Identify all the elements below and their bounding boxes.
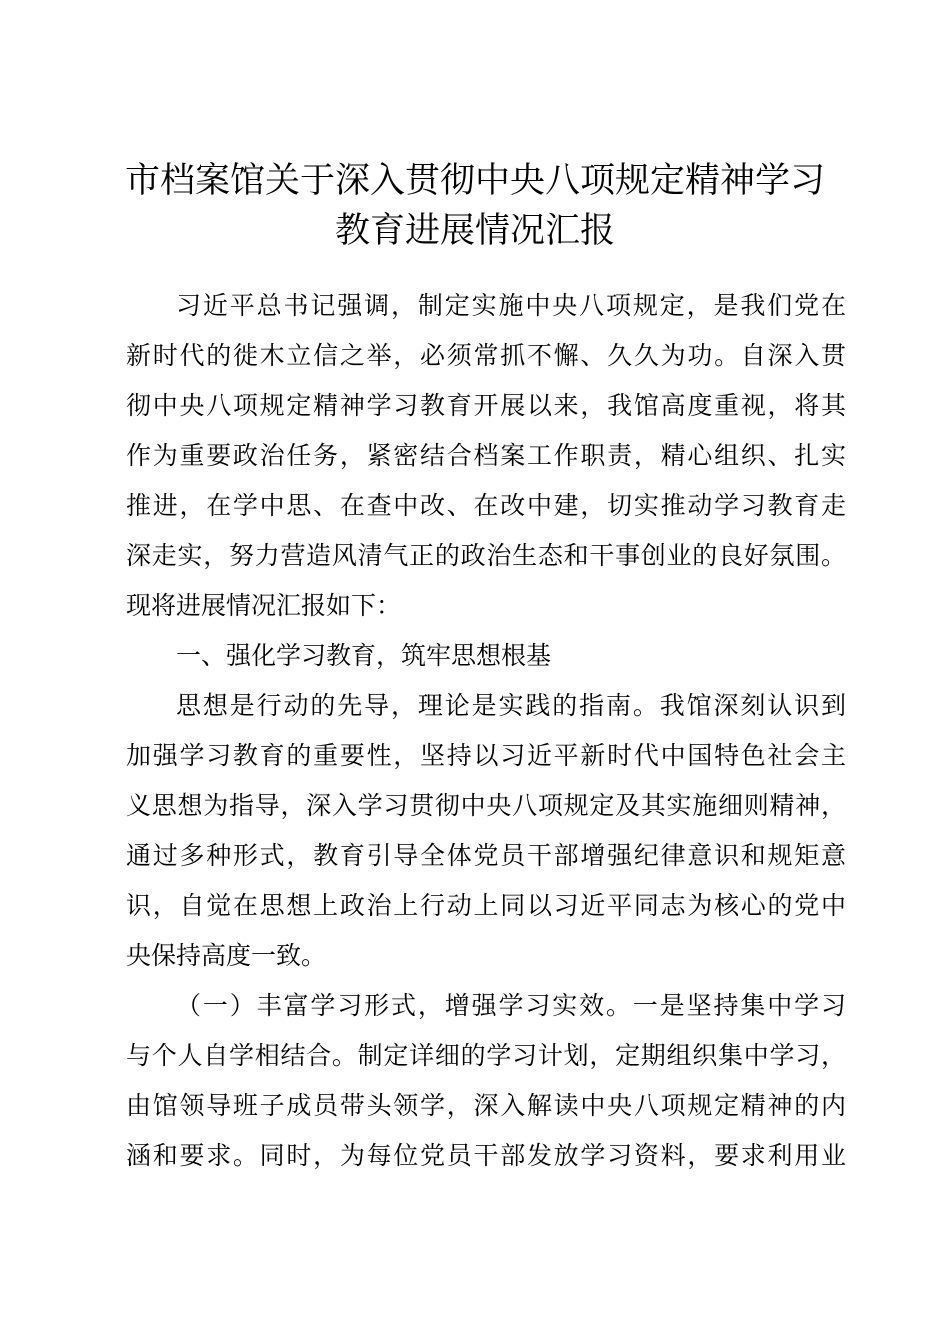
- paragraph-3-line-3: 由馆领导班子成员带头领学，深入解读中央八项规定精神的内: [126, 1091, 846, 1120]
- paragraph-2-line-4: 通过多种形式，教育引导全体党员干部增强纪律意识和规矩意: [126, 841, 846, 870]
- paragraph-1-line-2: 新时代的徙木立信之举，必须常抓不懈、久久为功。自深入贯: [126, 341, 846, 370]
- paragraph-1-line-4: 作为重要政治任务，紧密结合档案工作职责，精心组织、扎实: [126, 441, 846, 470]
- paragraph-1-line-1: 习近平总书记强调，制定实施中央八项规定，是我们党在: [176, 291, 846, 320]
- paragraph-3-line-1: （一）丰富学习形式，增强学习实效。一是坚持集中学习: [176, 991, 846, 1020]
- paragraph-1-line-6: 深走实，努力营造风清气正的政治生态和干事创业的良好氛围。: [126, 541, 846, 570]
- paragraph-1-line-5: 推进，在学中思、在查中改、在改中建，切实推动学习教育走: [126, 491, 846, 520]
- paragraph-2-line-5: 识，自觉在思想上政治上行动上同以习近平同志为核心的党中: [126, 891, 846, 920]
- paragraph-1-line-3: 彻中央八项规定精神学习教育开展以来，我馆高度重视，将其: [126, 391, 846, 420]
- paragraph-2-line-3: 义思想为指导，深入学习贯彻中央八项规定及其实施细则精神，: [126, 791, 846, 820]
- paragraph-2-line-6: 央保持高度一致。: [126, 941, 327, 970]
- section-heading-1: 一、强化学习教育，筑牢思想根基: [176, 641, 552, 670]
- paragraph-2-line-2: 加强学习教育的重要性，坚持以习近平新时代中国特色社会主: [126, 741, 846, 770]
- paragraph-2-line-1: 思想是行动的先导，理论是实践的指南。我馆深刻认识到: [176, 691, 846, 720]
- document-title-line-2: 教育进展情况汇报: [334, 211, 615, 251]
- paragraph-3-line-4: 涵和要求。同时，为每位党员干部发放学习资料，要求利用业: [126, 1141, 846, 1170]
- paragraph-1-line-7: 现将进展情况汇报如下：: [126, 591, 402, 620]
- document-title-line-1: 市档案馆关于深入贯彻中央八项规定精神学习: [124, 161, 825, 201]
- paragraph-3-line-2: 与个人自学相结合。制定详细的学习计划，定期组织集中学习，: [126, 1041, 846, 1070]
